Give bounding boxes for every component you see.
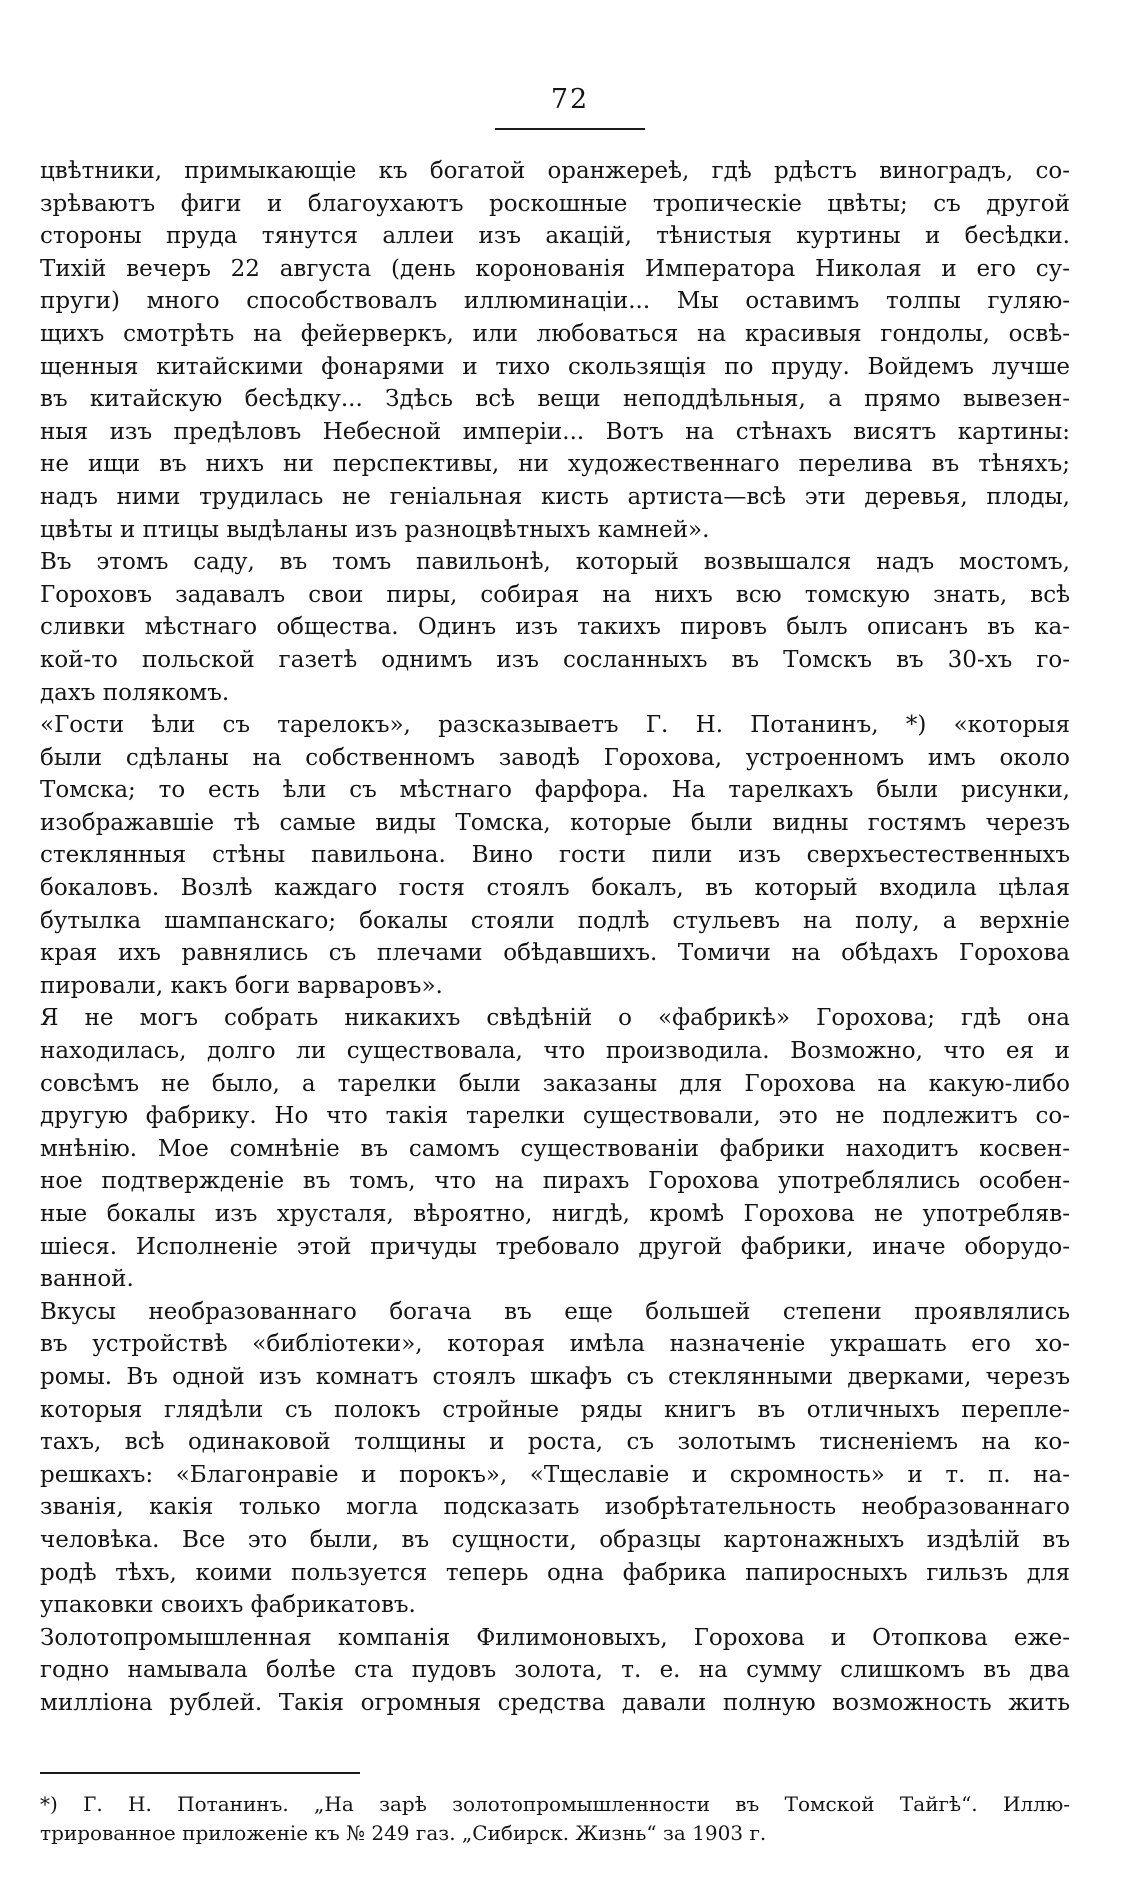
text-line: шіеся. Исполненіе этой причуды требовало другой фабрики, иначе оборудо-	[40, 1233, 1070, 1260]
text-line: зрѣваютъ фиги и благоухаютъ роскошные тропическіе цвѣты; съ другой	[40, 190, 1070, 217]
text-line: пруги) много способствовалъ иллюминаціи... Мы оставимъ толпы гуляю-	[40, 288, 1070, 315]
text-line: щихъ смотрѣть на фейерверкъ, или любоваться на красивыя гондолы, освѣ-	[40, 320, 1070, 347]
text-line: ныя изъ предѣловъ Небесной имперіи... Вотъ на стѣнахъ висятъ картины:	[40, 418, 1070, 445]
text-line: находилась, долго ли существовала, что производила. Возможно, что ея и	[40, 1038, 1070, 1065]
text-line: сливки мѣстнаго общества. Одинъ изъ такихъ пировъ былъ описанъ въ ка-	[40, 614, 1070, 641]
text-line: Въ этомъ саду, въ томъ павильонѣ, который возвышался надъ мостомъ,	[40, 549, 1070, 576]
text-line: Золотопромышленная компанія Филимоновыхъ, Горохова и Отопкова еже-	[40, 1624, 1070, 1651]
text-line: въ устройствѣ «библіотеки», которая имѣла назначеніе украшать его хо-	[40, 1331, 1070, 1358]
text-line: Гороховъ задавалъ свои пиры, собирая на нихъ всю томскую знать, всѣ	[40, 581, 1070, 608]
text-line: дахъ полякомъ.	[40, 679, 230, 706]
text-line: стороны пруда тянутся аллеи изъ акацій, тѣнистыя куртины и бесѣдки.	[40, 223, 1070, 250]
text-line: цвѣты и птицы выдѣланы изъ разноцвѣтныхъ камней».	[40, 516, 710, 543]
text-line: Тихій вечеръ 22 августа (день коронованія Императора Николая и его су-	[40, 255, 1070, 282]
text-line: мнѣнію. Мое сомнѣніе въ самомъ существованіи фабрики находитъ косвен-	[40, 1135, 1070, 1162]
text-line: стеклянныя стѣны павильона. Вино гости пили изъ сверхъестественныхъ	[40, 842, 1070, 869]
footnote	[40, 1790, 1070, 1848]
text-line: родѣ тѣхъ, коими пользуется теперь одна фабрика папиросныхъ гильзъ для	[40, 1559, 1070, 1586]
page-number: 72	[550, 84, 590, 115]
text-line: бутылка шампанскаго; бокалы стояли подлѣ стульевъ на полу, а верхніе	[40, 907, 1070, 934]
text-line: Томска; то есть ѣли съ мѣстнаго фарфора. На тарелкахъ были рисунки,	[40, 777, 1070, 804]
text-line: Я не могъ собрать никакихъ свѣдѣній о «фабрикѣ» Горохова; гдѣ она	[40, 1005, 1070, 1032]
text-line: милліона рублей. Такія огромныя средства давали полную возможность жить	[40, 1689, 1070, 1716]
text-line: упаковки своихъ фабрикатовъ.	[40, 1592, 416, 1619]
body-text	[40, 155, 1070, 1720]
text-line: края ихъ равнялись съ плечами обѣдавшихъ. Томичи на обѣдахъ Горохова	[40, 940, 1070, 967]
text-line: тахъ, всѣ одинаковой толщины и роста, съ золотымъ тисненіемъ на ко-	[40, 1429, 1070, 1456]
text-line: человѣка. Все это были, въ сущности, образцы картонажныхъ издѣлій въ	[40, 1526, 1070, 1553]
text-line: надъ ними трудилась не геніальная кисть артиста—всѣ эти деревья, плоды,	[40, 483, 1070, 510]
footnote-separator	[40, 1772, 360, 1774]
text-line: были сдѣланы на собственномъ заводѣ Горохова, устроенномъ имъ около	[40, 744, 1070, 771]
text-line: щенныя китайскими фонарями и тихо скользящія по пруду. Войдемъ лучше	[40, 353, 1070, 380]
text-line: изображавшіе тѣ самые виды Томска, которые были видны гостямъ черезъ	[40, 809, 1070, 836]
text-line: решкахъ: «Благонравіе и порокъ», «Тщеславіе и скромность» и т. п. на-	[40, 1461, 1070, 1488]
text-line: другую фабрику. Но что такія тарелки существовали, это не подлежитъ со-	[40, 1103, 1070, 1130]
text-line: Вкусы необразованнаго богача въ еще большей степени проявлялись	[40, 1298, 1070, 1325]
footnote-line: *) Г. Н. Потанинъ. „На зарѣ золотопромышленности въ Томской Тайгѣ“. Иллю-	[40, 1792, 1070, 1816]
text-line: бокаловъ. Возлѣ каждаго гостя стоялъ бокалъ, въ который входила цѣлая	[40, 875, 1070, 902]
text-line: пировали, какъ боги варваровъ».	[40, 972, 443, 999]
text-line: годно намывала болѣе ста пудовъ золота, т. е. на сумму слишкомъ въ два	[40, 1657, 1070, 1684]
text-line: кой-то польской газетѣ однимъ изъ сосланныхъ въ Томскъ въ 30-хъ го-	[40, 646, 1070, 673]
text-line: не ищи въ нихъ ни перспективы, ни художественнаго перелива въ тѣняхъ;	[40, 451, 1070, 478]
text-line: которыя глядѣли съ полокъ стройные ряды книгъ въ отличныхъ перепле-	[40, 1396, 1070, 1423]
text-line: ванной.	[40, 1266, 134, 1293]
footnote-line: трированное приложеніе къ № 249 газ. „Сибирск. Жизнь“ за 1903 г.	[40, 1821, 767, 1845]
text-line: ное подтвержденіе въ томъ, что на пирахъ Горохова употреблялись особен-	[40, 1168, 1070, 1195]
text-line: цвѣтники, примыкающіе къ богатой оранжереѣ, гдѣ рдѣстъ виноградъ, со-	[40, 158, 1070, 184]
text-line: «Гости ѣли съ тарелокъ», разсказываетъ Г. Н. Потанинъ, *) «которыя	[40, 712, 1070, 739]
text-line: званія, какія только могла подсказать изобрѣтательность необразованнаго	[40, 1494, 1070, 1521]
text-line: ные бокалы изъ хрусталя, вѣроятно, нигдѣ, кромѣ Горохова не употребляв-	[40, 1201, 1070, 1227]
page-number-underline	[495, 128, 645, 130]
text-line: въ китайскую бесѣдку... Здѣсь всѣ вещи неподдѣльныя, а прямо вывезен-	[40, 386, 1070, 413]
text-line: ромы. Въ одной изъ комнатъ стоялъ шкафъ съ стеклянными дверками, черезъ	[40, 1363, 1070, 1390]
text-line: совсѣмъ не было, а тарелки были заказаны для Горохова на какую-либо	[40, 1070, 1070, 1097]
